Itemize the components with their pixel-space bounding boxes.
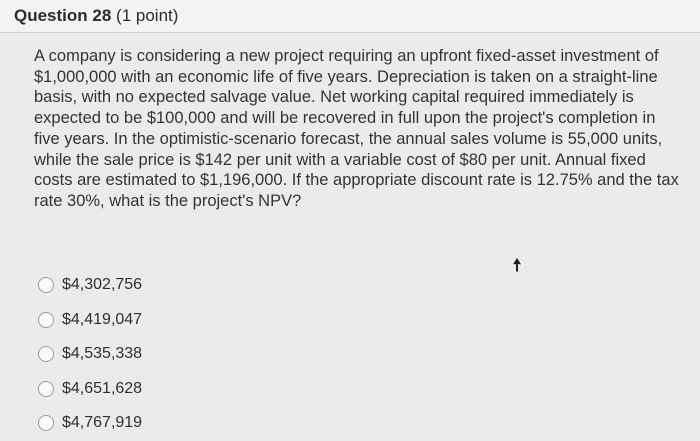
radio-button[interactable]: [38, 277, 54, 293]
radio-button[interactable]: [38, 312, 54, 328]
option-label: $4,651,628: [62, 379, 143, 397]
radio-button[interactable]: [38, 415, 54, 431]
question-points: (1 point): [116, 6, 179, 25]
question-text: A company is considering a new project requiring an upfront fixed-asset investment of $1,000,000 with an economic life of five years. Depreciation is taken on a straight-line basis, with no expected salvage value. Net working capital required immediately is expected to be $100,000 and will be recovered in full upon the project's completion in five years. In the optimistic-scenario forecast, the annual sales volume is 55,000 units, while the sale price is $142 per unit with a variable cost of $80 per unit. Annual fixed costs are estimated to $1,196,000. If the appropriate discount rate is 12.75% and the tax rate 30%, what is the project's NPV?: [34, 47, 679, 210]
answer-option-2[interactable]: [38, 303, 142, 338]
option-label: $4,535,338: [62, 345, 143, 363]
radio-button[interactable]: [38, 381, 54, 397]
option-label: $4,302,756: [62, 276, 143, 294]
answer-option-4[interactable]: [38, 372, 142, 407]
question-number: Question 28: [14, 6, 112, 25]
answer-option-5[interactable]: [38, 406, 142, 441]
mouse-pointer-icon: [510, 256, 524, 274]
answer-option-1[interactable]: [38, 268, 142, 303]
radio-button[interactable]: [38, 346, 54, 362]
question-title: [14, 6, 178, 26]
option-label: $4,419,047: [62, 310, 143, 328]
question-header: [0, 0, 700, 33]
answer-option-3[interactable]: [38, 337, 142, 372]
answer-options: [38, 268, 142, 441]
option-label: $4,767,919: [62, 414, 143, 432]
